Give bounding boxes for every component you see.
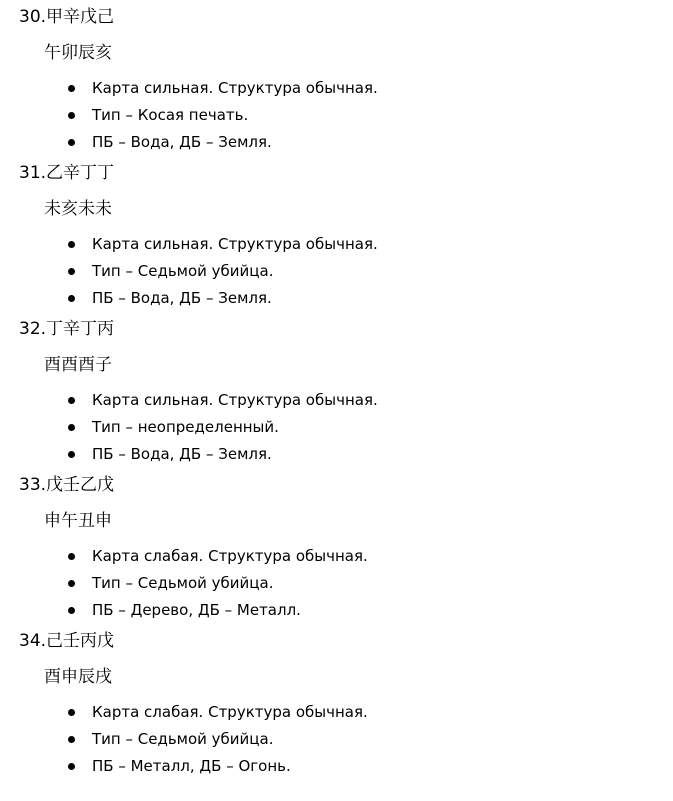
chart-entry-30 <box>0 2 673 158</box>
bullet-elements: ПБ – Дерево, ДБ – Металл. <box>92 598 301 622</box>
branch-pillars: 午卯辰亥 <box>44 43 112 63</box>
entry-heading: 30.甲辛戊己 <box>19 7 115 27</box>
bullet-type: Тип – Седьмой убийца. <box>92 259 273 283</box>
bullet-type: Тип – Седьмой убийца. <box>92 571 273 595</box>
bullet-elements: ПБ – Металл, ДБ – Огонь. <box>92 754 291 778</box>
entry-heading: 31.乙辛丁丁 <box>19 163 115 183</box>
bullet-strength: Карта сильная. Структура обычная. <box>92 232 378 256</box>
bullet-elements: ПБ – Вода, ДБ – Земля. <box>92 286 272 310</box>
chart-entry-31 <box>0 158 673 314</box>
branch-pillars: 申午丑申 <box>44 511 112 531</box>
bullet-strength: Карта сильная. Структура обычная. <box>92 388 378 412</box>
branch-pillars: 酉酉酉子 <box>44 355 112 375</box>
chart-entry-32 <box>0 314 673 470</box>
bullet-elements: ПБ – Вода, ДБ – Земля. <box>92 442 272 466</box>
bullet-strength: Карта слабая. Структура обычная. <box>92 700 368 724</box>
bullet-type: Тип – неопределенный. <box>92 415 279 439</box>
bullet-strength: Карта слабая. Структура обычная. <box>92 544 368 568</box>
bullet-type: Тип – Седьмой убийца. <box>92 727 273 751</box>
chart-entry-33 <box>0 470 673 626</box>
bullet-strength: Карта сильная. Структура обычная. <box>92 76 378 100</box>
entry-heading: 32.丁辛丁丙 <box>19 319 115 339</box>
entry-heading: 33.戊壬乙戊 <box>19 475 115 495</box>
chart-entry-34 <box>0 626 673 782</box>
entry-heading: 34.己壬丙戊 <box>19 631 115 651</box>
branch-pillars: 未亥未未 <box>44 199 112 219</box>
branch-pillars: 酉申辰戌 <box>44 667 112 687</box>
bullet-elements: ПБ – Вода, ДБ – Земля. <box>92 130 272 154</box>
bullet-type: Тип – Косая печать. <box>92 103 248 127</box>
